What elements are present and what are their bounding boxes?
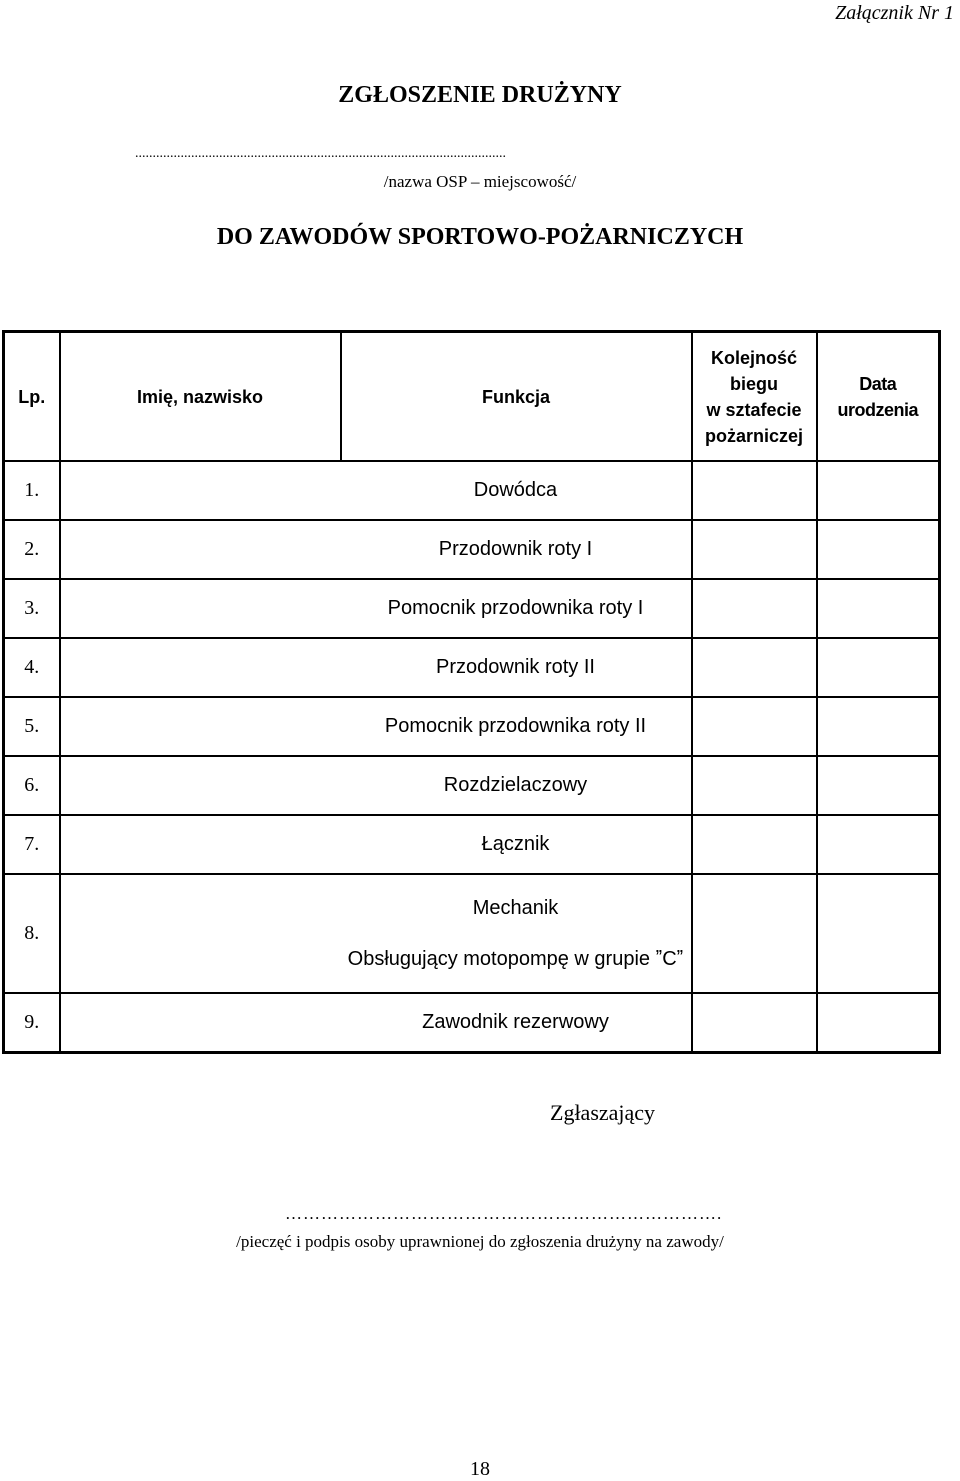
run-order-cell[interactable] [692, 461, 817, 520]
osp-name-line: .......................................................................................................... [135, 146, 506, 161]
signature-caption: /pieczęć i podpis osoby uprawnionej do zgłoszenia drużyny na zawody/ [236, 1232, 724, 1251]
row-number: 8. [4, 874, 60, 993]
name-cell[interactable] [60, 579, 341, 638]
table-row [4, 756, 940, 815]
function-cell: Łącznik [341, 815, 692, 874]
signature-line: ………………………………………………………………. [285, 1204, 723, 1223]
name-cell[interactable] [60, 697, 341, 756]
table-row [4, 579, 940, 638]
birth-date-cell[interactable] [817, 461, 940, 520]
name-cell[interactable] [60, 756, 341, 815]
birth-date-cell[interactable] [817, 993, 940, 1053]
page-title: ZGŁOSZENIE DRUŻYNY [338, 82, 622, 108]
header-run-order-line: pożarniczej [704, 425, 804, 446]
header-run-order-line: Kolejność [710, 347, 798, 368]
run-order-cell[interactable] [692, 697, 817, 756]
table-row [4, 815, 940, 874]
table-row [4, 638, 940, 697]
table-header-row [4, 332, 940, 462]
row-number: 2. [4, 520, 60, 579]
function-cell: Dowódca [341, 461, 692, 520]
page-subtitle: DO ZAWODÓW SPORTOWO-POŻARNICZYCH [216, 224, 744, 250]
row-number: 4. [4, 638, 60, 697]
header-run-order [692, 332, 817, 462]
run-order-cell[interactable] [692, 579, 817, 638]
run-order-cell[interactable] [692, 638, 817, 697]
row-number: 9. [4, 993, 60, 1053]
birth-date-cell[interactable] [817, 697, 940, 756]
row-number: 7. [4, 815, 60, 874]
name-cell[interactable] [60, 638, 341, 697]
table-row [4, 461, 940, 520]
table-row [4, 697, 940, 756]
function-cell [341, 874, 692, 993]
run-order-cell[interactable] [692, 874, 817, 993]
name-cell[interactable] [60, 815, 341, 874]
row-number: 1. [4, 461, 60, 520]
function-label-line2: Obsługujący motopompę w grupie ˮCˮ [347, 947, 684, 970]
name-cell[interactable] [60, 874, 341, 993]
header-lp: Lp. [4, 332, 60, 462]
header-run-order-line: biegu [730, 373, 778, 394]
function-cell: Pomocnik przodownika roty I [341, 579, 692, 638]
table-row [4, 874, 940, 993]
function-cell: Pomocnik przodownika roty II [341, 697, 692, 756]
birth-date-cell[interactable] [817, 815, 940, 874]
header-birth-date [817, 332, 940, 462]
name-cell[interactable] [60, 461, 341, 520]
header-run-order-line: w sztafecie [706, 399, 802, 420]
birth-date-cell[interactable] [817, 520, 940, 579]
function-label: Mechanik [472, 896, 559, 919]
function-cell: Rozdzielaczowy [341, 756, 692, 815]
row-number: 6. [4, 756, 60, 815]
submitter-label: Zgłaszający [550, 1100, 656, 1125]
function-cell: Przodownik roty II [341, 638, 692, 697]
run-order-cell[interactable] [692, 815, 817, 874]
table-row [4, 520, 940, 579]
row-number: 3. [4, 579, 60, 638]
run-order-cell[interactable] [692, 520, 817, 579]
function-cell: Zawodnik rezerwowy [341, 993, 692, 1053]
birth-date-cell[interactable] [817, 638, 940, 697]
header-birth-date-line: urodzenia [837, 399, 918, 420]
attachment-label: Załącznik Nr 1 [835, 2, 954, 24]
run-order-cell[interactable] [692, 993, 817, 1053]
birth-date-cell[interactable] [817, 874, 940, 993]
birth-date-cell[interactable] [817, 579, 940, 638]
row-number: 5. [4, 697, 60, 756]
name-cell[interactable] [60, 520, 341, 579]
run-order-cell[interactable] [692, 756, 817, 815]
header-name: Imię, nazwisko [60, 332, 341, 462]
header-function: Funkcja [341, 332, 692, 462]
table-row [4, 993, 940, 1053]
birth-date-cell[interactable] [817, 756, 940, 815]
header-birth-date-line: Data [859, 373, 897, 394]
name-cell[interactable] [60, 993, 341, 1053]
osp-name-caption: /nazwa OSP – miejscowość/ [383, 172, 577, 191]
function-cell: Przodownik roty I [341, 520, 692, 579]
page-number: 18 [470, 1458, 490, 1480]
team-table [2, 330, 941, 1054]
